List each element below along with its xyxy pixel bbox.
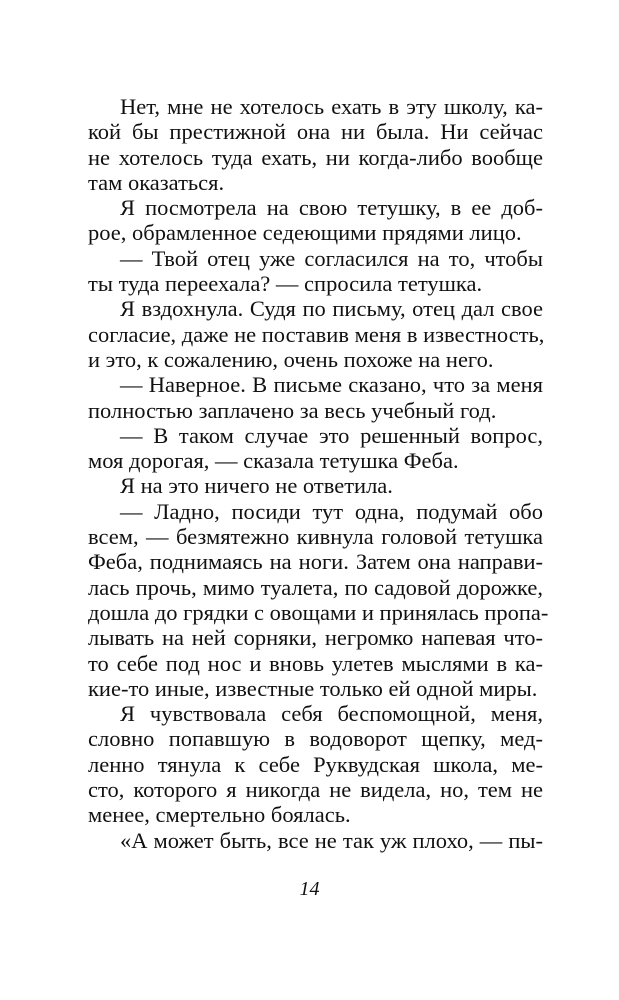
text-line: лывать на ней сорняки, негромко напевая что- xyxy=(88,625,543,651)
body-text xyxy=(88,94,549,853)
text-line: не хотелось туда ехать, ни когда-либо вообще xyxy=(88,144,543,170)
text-line: — В таком случае это решенный вопрос, xyxy=(120,422,543,448)
text-line: Феба, поднимаясь на ноги. Затем она направи- xyxy=(88,549,543,575)
text-line: моя дорогая, — сказала тетушка Феба. xyxy=(88,448,459,474)
text-line: всем, — безмятежно кивнула головой тетушка xyxy=(88,524,543,550)
text-line: то себе под нос и вновь улетев мыслями в ка- xyxy=(88,650,543,676)
paragraph xyxy=(88,296,543,372)
text-line: — Ладно, посиди тут одна, подумай обо xyxy=(120,498,543,524)
text-line: там оказаться. xyxy=(88,169,225,195)
paragraph xyxy=(88,423,543,474)
text-line: полностью заплачено за весь учебный год. xyxy=(88,397,497,423)
text-line: — Наверное. В письме сказано, что за меня xyxy=(120,372,543,398)
paragraph xyxy=(88,498,549,701)
paragraph xyxy=(88,94,543,195)
text-line: ленно тянула к себе Руквудская школа, ме- xyxy=(88,751,543,777)
paragraph xyxy=(88,701,543,827)
text-line: Я чувствовала себя беспомощной, меня, xyxy=(120,701,543,727)
paragraph xyxy=(88,828,543,853)
text-line: дошла до грядки с овощами и принялась пропа- xyxy=(88,599,549,625)
paragraph xyxy=(88,372,543,423)
text-line: и это, к сожалению, очень похоже на него. xyxy=(88,346,494,372)
text-line: менее, смертельно боялась. xyxy=(88,802,351,828)
page-number: 14 xyxy=(299,878,320,900)
text-line: лась прочь, мимо туалета, по садовой дорожке, xyxy=(88,574,543,600)
paragraph xyxy=(88,195,543,246)
text-line: кой бы престижной она ни была. Ни сейчас xyxy=(88,119,543,145)
text-line: ты туда переехала? — спросила тетушка. xyxy=(88,271,483,297)
text-line: Я на это ничего не ответила. xyxy=(120,473,393,499)
paragraph xyxy=(88,473,543,498)
text-line: согласие, даже не поставив меня в известность, xyxy=(88,321,545,347)
text-line: — Твой отец уже согласился на то, чтобы xyxy=(120,245,543,271)
text-line: сто, которого я никогда не видела, но, тем не xyxy=(88,777,543,803)
paragraph xyxy=(88,246,543,297)
text-line: Я посмотрела на свою тетушку, в ее доб- xyxy=(120,195,543,221)
text-line: Нет, мне не хотелось ехать в эту школу, ка- xyxy=(120,94,543,119)
text-line: «А может быть, все не так уж плохо, — пы- xyxy=(120,827,543,853)
text-line: словно попавшую в водоворот щепку, мед- xyxy=(88,726,543,752)
text-line: рое, обрамленное седеющими прядями лицо. xyxy=(88,220,522,246)
text-line: Я вздохнула. Судя по письму, отец дал свое xyxy=(120,296,543,322)
text-line: кие-то иные, известные только ей одной миры. xyxy=(88,675,538,701)
